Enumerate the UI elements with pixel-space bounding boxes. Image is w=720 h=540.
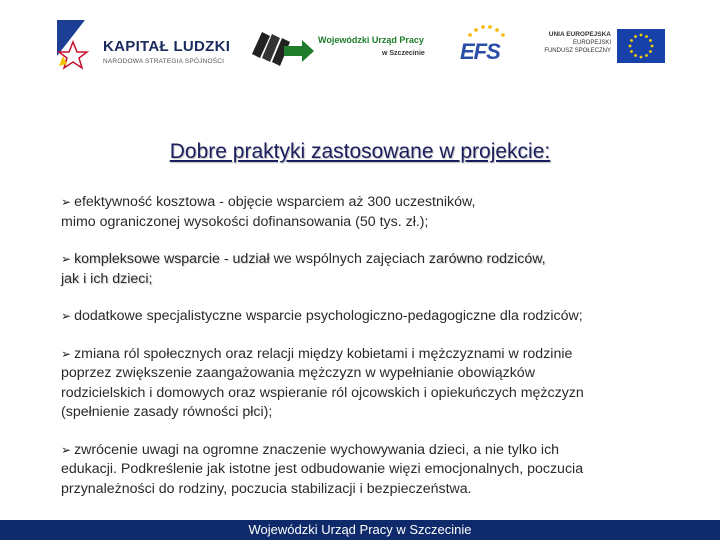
kapital-ludzki-subtitle: NARODOWA STRATEGIA SPÓJNOŚCI [103, 58, 225, 65]
bullet-text-highlight: jak i ich dzieci; [61, 270, 153, 287]
bullet-text: zwrócenie uwagi na ogromne znaczenie wychowywania dzieci, a nie tylko ich [74, 441, 560, 458]
bullet-text: poprzez zwiększenie zaangażowania mężczyzn w wypełnianie obowiązków [61, 365, 535, 381]
wup-name: Wojewódzki Urząd Pracy [318, 35, 424, 45]
bullet-text: zmiana ról społecznych oraz relacji między kobietami i mężczyznami w rodzinie [74, 345, 573, 362]
bullet-item [61, 441, 681, 500]
bullet-text: we wspólnych zajęciach [269, 251, 429, 267]
bullet-text: efektywność kosztowa - objęcie wsparciem aż 300 uczestników, [74, 194, 476, 210]
efs-logo [458, 25, 514, 67]
efs-text: EFS [460, 39, 500, 64]
bullet-text: rodzicielskich i domowych oraz wspieranie ról ojcowskich i opiekuńczych mężczyzn [61, 384, 584, 401]
wup-logo [250, 24, 440, 68]
bullet-text: (spełnienie zasady równości płci); [61, 404, 273, 420]
arrow-bullet-icon: ➢ [61, 309, 72, 323]
bullet-item [61, 193, 681, 232]
eu-line-3: FUNDUSZ SPOŁECZNY [544, 48, 611, 54]
arrow-bullet-icon: ➢ [61, 442, 72, 457]
footer-bar: Wojewódzki Urząd Pracy w Szczecinie [0, 520, 720, 540]
bullet-text: przynależności do rodziny, poczucia stabilizacji i bezpieczeństwa. [61, 480, 472, 497]
bullet-text: edukacji. Podkreślenie jak istotne jest odbudowanie więzi emocjonalnych, poczucia [61, 461, 584, 477]
bullet-text-highlight: zarówno rodziców, [428, 251, 546, 267]
eu-flag-icon [617, 29, 665, 63]
bullet-list [61, 193, 681, 517]
bullet-text: dodatkowe specjalistyczne wsparcie psychologiczno-pedagogiczne dla rodziców; [74, 308, 583, 324]
kapital-ludzki-star-icon [55, 16, 99, 74]
bullet-item [61, 307, 681, 327]
arrow-bullet-icon: ➢ [61, 195, 72, 209]
bullet-item [61, 345, 681, 423]
eu-text [544, 31, 611, 55]
logo-bar [0, 0, 720, 90]
arrow-bullet-icon: ➢ [61, 346, 72, 361]
kapital-ludzki-title: KAPITAŁ LUDZKI [103, 38, 231, 55]
bullet-text: mimo ograniczonej wysokości dofinansowania (50 tys. zł.); [61, 213, 429, 230]
wup-city: w Szczecinie [382, 50, 425, 57]
eu-line-2: EUROPEJSKI [572, 40, 611, 46]
slide-title: Dobre praktyki zastosowane w projekcie: [169, 140, 551, 163]
kapital-ludzki-logo [55, 16, 230, 76]
efs-stars-icon [466, 25, 506, 39]
eu-logo [535, 29, 665, 65]
wup-emblem-icon [250, 24, 316, 68]
bullet-text-highlight: kompleksowe wsparcie - udział [74, 251, 270, 267]
eu-line-1: UNIA EUROPEJSKA [548, 31, 611, 38]
bullet-item [61, 250, 681, 289]
arrow-bullet-icon: ➢ [61, 252, 72, 266]
